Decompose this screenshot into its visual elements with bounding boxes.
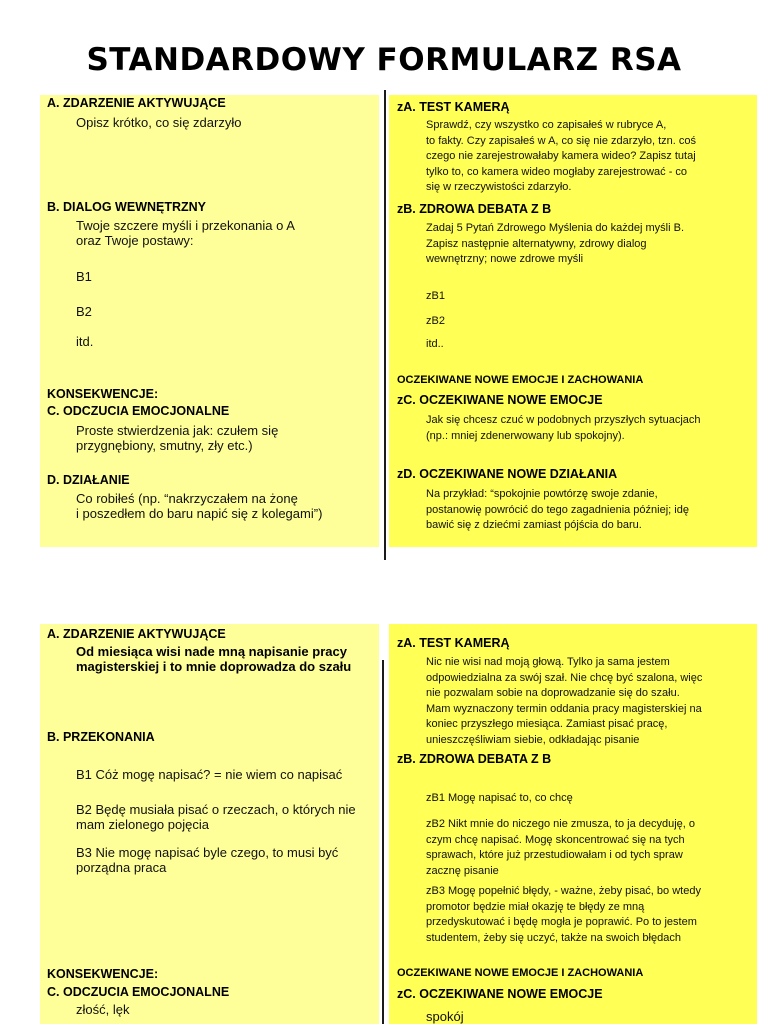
form1-zc-line: Jak się chcesz czuć w podobnych przyszłych sytuacjach	[426, 414, 701, 426]
form1-za-line: czego nie zarejestrowałaby kamera wideo? Zapisz tutaj	[426, 150, 696, 162]
form2-zb2-line: sprawach, które już przestudiowałam i od tych spraw	[426, 849, 683, 861]
form2-za-line: koniec przyszłego miesiąca. Zamiast pisać pracę,	[426, 718, 668, 730]
form1-zb-line: wewnętrzny; nowe zdrowe myśli	[426, 253, 584, 265]
form1-a-text: Opisz krótko, co się zdarzyło	[76, 115, 242, 130]
form2-b3-line1: B3 Nie mogę napisać byle czego, to musi być	[76, 845, 339, 860]
form2-za-line: odpowiedzialna za swój szał. Nie chcę być szalona, więc	[426, 671, 703, 684]
form1-b2: B2	[76, 304, 92, 319]
form1-za-line: się w rzeczywistości zdarzyło.	[426, 181, 572, 193]
form2-zb3-line: promotor będzie miał okazję te błędy ze mną	[426, 900, 645, 913]
form1-b-line2: oraz Twoje postawy:	[76, 233, 194, 248]
form1-c-line1: Proste stwierdzenia jak: czułem się	[76, 423, 279, 438]
form1-b-line1: Twoje szczere myśli i przekonania o A	[76, 218, 295, 233]
form1-za-line: Sprawdź, czy wszystko co zapisałeś w rubryce A,	[426, 119, 667, 131]
form2-a-line1: Od miesiąca wisi nade mną napisanie pracy	[76, 644, 347, 659]
form2-zb3-line: przedyskutować i będę mogła je poprawić. Po to jestem	[426, 916, 697, 928]
form2-divider	[382, 660, 384, 1024]
form2-b2-line1: B2 Będę musiała pisać o rzeczach, o których nie	[76, 802, 356, 817]
form1-zd-line: postanowię powrócić do tego zagadnienia później; idę	[426, 503, 689, 516]
form2-c-heading: C. ODCZUCIA EMOCJONALNE	[47, 985, 230, 999]
form2-zb-heading: zB. ZDROWA DEBATA Z B	[397, 752, 552, 766]
form1-zb1: zB1	[426, 290, 445, 302]
form2-zc-heading: zC. OCZEKIWANE NOWE EMOCJE	[397, 987, 603, 1001]
form2-zb2-line: zB2 Nikt mnie do niczego nie zmusza, to ja decyduję, o	[426, 818, 696, 830]
form1-itd: itd.	[76, 334, 94, 349]
form1-zd-line: bawić się z dziećmi zamiast pójścia do baru.	[426, 519, 642, 531]
form1-oczekiwane-heading: OCZEKIWANE NOWE EMOCJE I ZACHOWANIA	[397, 374, 644, 386]
form1-a-heading: A. ZDARZENIE AKTYWUJĄCE	[47, 96, 226, 110]
form1-d-heading: D. DZIAŁANIE	[47, 473, 130, 487]
form1-c-line2: przygnębiony, smutny, zły etc.)	[76, 438, 253, 453]
form1-zd-heading: zD. OCZEKIWANE NOWE DZIAŁANIA	[397, 467, 618, 481]
form2-za-line: nie pozwalam sobie na doprowadzanie się do szału.	[426, 687, 680, 699]
form1-zc-heading: zC. OCZEKIWANE NOWE EMOCJE	[397, 393, 603, 407]
form1-b-heading: B. DIALOG WEWNĘTRZNY	[47, 200, 207, 214]
form1-d-line1: Co robiłeś (np. “nakrzyczałem na żonę	[76, 491, 298, 506]
form1-zb-line: Zadaj 5 Pytań Zdrowego Myślenia do każdej myśli B.	[426, 222, 685, 234]
form1-zb-line: Zapisz następnie alternatywny, zdrowy dialog	[426, 237, 647, 250]
form2-oczekiwane-heading: OCZEKIWANE NOWE EMOCJE I ZACHOWANIA	[397, 967, 644, 979]
form1-za-line: tylko to, co kamera wideo mogłaby zarejestrować - co	[426, 165, 688, 178]
form1-zb2: zB2	[426, 315, 445, 327]
form1-zd-line: Na przykład: “spokojnie powtórzę swoje zdanie,	[426, 488, 658, 500]
form1-zc-line: (np.: mniej zdenerwowany lub spokojny).	[426, 429, 625, 442]
form2-zb2-line: czym chcę napisać. Mogę skoncentrować się na tych	[426, 833, 685, 846]
form1-b1: B1	[76, 269, 92, 284]
form2-a-line2: magisterskiej i to mnie doprowadza do szału	[76, 659, 352, 674]
form2-b3-line2: porządna praca	[76, 860, 167, 875]
form1-c-heading: C. ODCZUCIA EMOCJONALNE	[47, 404, 230, 418]
page-title: STANDARDOWY FORMULARZ RSA	[86, 42, 682, 78]
form2-zb3-line: studentem, żeby się uczyć, także na swoich błędach	[426, 931, 681, 944]
form2-b2-line2: mam zielonego pojęcia	[76, 817, 209, 832]
form1-zb-heading: zB. ZDROWA DEBATA Z B	[397, 202, 552, 216]
form1-divider	[384, 90, 386, 560]
form2-za-line: Mam wyznaczony termin oddania pracy magisterskiej na	[426, 702, 702, 715]
form2-zb2-line: zacznę pisanie	[426, 864, 499, 877]
form1-d-line2: i poszedłem do baru napić się z kolegami”)	[76, 506, 323, 521]
form2-konsekwencje: KONSEKWENCJE:	[47, 967, 159, 981]
form2-a-heading: A. ZDARZENIE AKTYWUJĄCE	[47, 627, 226, 641]
form1-itd: itd..	[426, 338, 444, 350]
form2-zb3-line: zB3 Mogę popełnić błędy, - ważne, żeby pisać, bo wtedy	[426, 885, 701, 897]
form1-za-line: to fakty. Czy zapisałeś w A, co się nie zdarzyło, tzn. coś	[426, 134, 697, 147]
form2-za-line: unieszczęśliwiam siebie, odkładając pisanie	[426, 733, 640, 746]
form2-b1: B1 Cóż mogę napisać? = nie wiem co napisać	[76, 767, 343, 782]
form1-konsekwencje: KONSEKWENCJE:	[47, 387, 159, 401]
form2-c-text: złość, lęk	[76, 1002, 130, 1017]
form2-zc-text: spokój	[426, 1009, 464, 1024]
form1-za-heading: zA. TEST KAMERĄ	[397, 100, 510, 114]
form2-zb1: zB1 Mogę napisać to, co chcę	[426, 792, 573, 804]
form2-za-heading: zA. TEST KAMERĄ	[397, 636, 510, 650]
form2-za-line: Nic nie wisi nad moją głową. Tylko ja sama jestem	[426, 656, 670, 668]
form2-b-heading: B. PRZEKONANIA	[47, 730, 155, 744]
